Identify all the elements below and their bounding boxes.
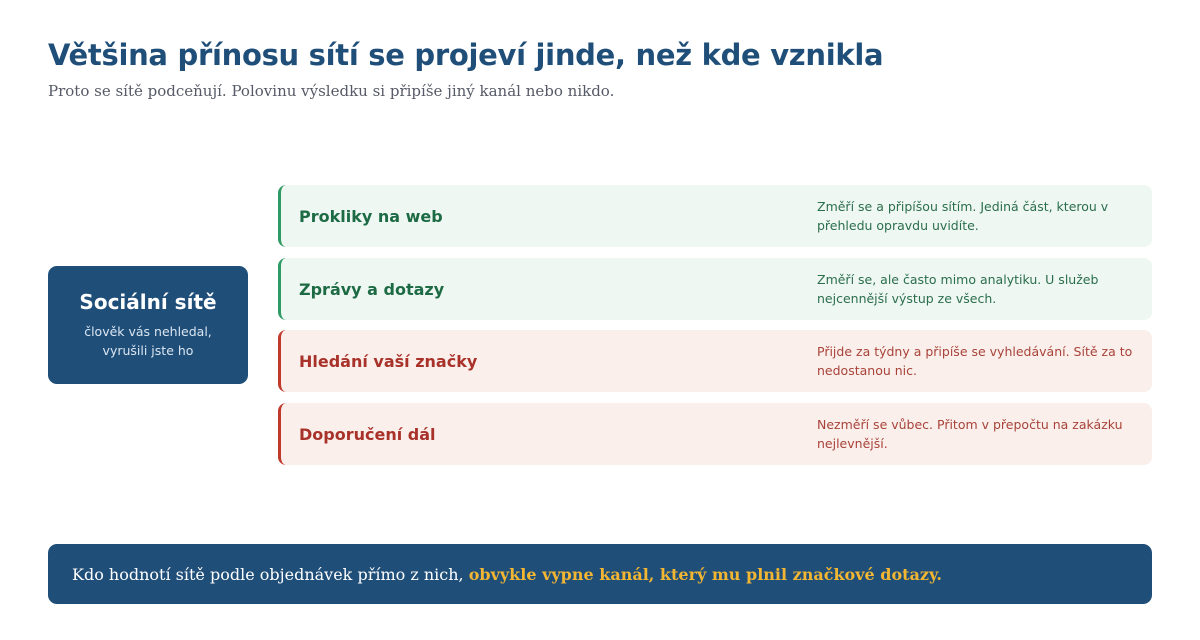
source-subtitle: člověk vás nehledal, vyrušili jste ho — [84, 324, 212, 358]
outcome-card-referrals — [278, 403, 1152, 465]
outcome-card-messages — [278, 258, 1152, 320]
outcome-card-clicks — [278, 185, 1152, 247]
outcome-label: Zprávy a dotazy — [299, 279, 445, 299]
conclusion-banner — [48, 544, 1152, 604]
outcome-label: Prokliky na web — [299, 206, 443, 226]
source-title: Sociální sítě — [79, 290, 217, 314]
outcome-label: Hledání vaší značky — [299, 351, 478, 371]
banner-text: Kdo hodnotí sítě podle objednávek přímo z nich, — [72, 564, 469, 584]
outcome-label: Doporučení dál — [299, 424, 436, 444]
outcome-description: Změří se a připíšou sítím. Jediná část, kterou v přehledu opravdu uvidíte. — [817, 199, 1109, 233]
outcome-description: Nezměří se vůbec. Přitom v přepočtu na zakázku nejlevnější. — [817, 417, 1123, 451]
source-node — [48, 266, 248, 384]
outcome-description: Změří se, ale často mimo analytiku. U služeb nejcennější výstup ze všech. — [817, 272, 1099, 306]
page-subtitle: Proto se sítě podceňují. Polovinu výsledku si připíše jiný kanál nebo nikdo. — [48, 82, 615, 100]
banner-highlight: obvykle vypne kanál, který mu plnil značkové dotazy. — [468, 564, 942, 584]
outcome-description: Přijde za týdny a připíše se vyhledávání. Sítě za to nedostanou nic. — [817, 344, 1133, 378]
page-title: Většina přínosu sítí se projeví jinde, než kde vznikla — [48, 38, 884, 72]
outcome-card-brand-search — [278, 330, 1152, 392]
